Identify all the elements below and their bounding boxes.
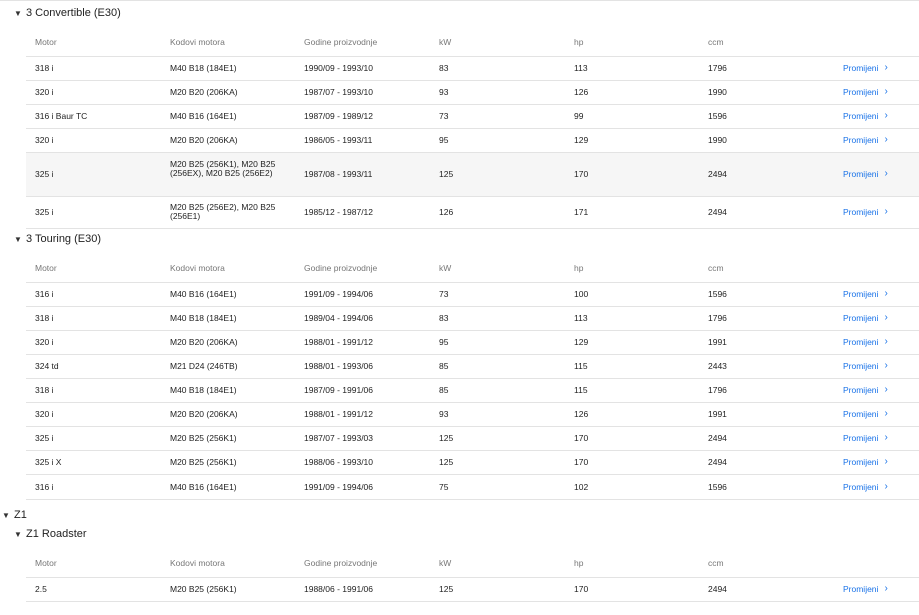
cell-hp: 115 (574, 361, 588, 371)
cell-hp: 126 (574, 87, 589, 97)
table-row[interactable] (26, 197, 919, 229)
group-title: 3 Convertible (E30) (26, 7, 121, 19)
cell-ccm: 2494 (708, 584, 727, 594)
promijeni-link[interactable] (843, 136, 919, 145)
cell-hp: 129 (574, 135, 589, 145)
cell-motor: 316 i (35, 482, 54, 492)
group-header-z1[interactable] (2, 509, 27, 521)
cell-motor: 320 i (35, 409, 54, 419)
promijeni-link[interactable] (843, 362, 919, 371)
chevron-right-icon: › (884, 62, 888, 73)
column-header-motor: Motor (35, 37, 57, 47)
cell-motor: 320 i (35, 135, 54, 145)
cell-motor: 316 i (35, 289, 54, 299)
cell-ccm: 1991 (708, 337, 727, 347)
cell-godine: 1988/06 - 1991/06 (304, 584, 374, 594)
cell-hp: 170 (574, 169, 589, 179)
cell-godine: 1987/09 - 1991/06 (304, 385, 374, 395)
cell-ccm: 2494 (708, 207, 727, 217)
cell-godine: 1987/08 - 1993/11 (304, 169, 373, 179)
cell-motor: 325 i (35, 207, 54, 217)
cell-kodovi: M20 B20 (206KA) (170, 337, 238, 347)
cell-godine: 1987/09 - 1989/12 (304, 111, 374, 121)
group-header-convertible[interactable] (14, 7, 121, 19)
cell-ccm: 2494 (708, 169, 727, 179)
promijeni-link[interactable] (843, 338, 919, 347)
cell-kodovi: M20 B20 (206KA) (170, 409, 238, 419)
cell-motor: 318 i (35, 385, 54, 395)
table-row[interactable] (26, 81, 919, 105)
table-row[interactable] (26, 475, 919, 500)
cell-motor: 320 i (35, 87, 54, 97)
chevron-right-icon: › (884, 336, 888, 347)
table-row[interactable] (26, 331, 919, 355)
cell-kodovi: M40 B16 (164E1) (170, 482, 237, 492)
cell-godine: 1989/04 - 1994/06 (304, 313, 374, 323)
cell-godine: 1987/07 - 1993/10 (304, 87, 374, 97)
caret-down-icon[interactable]: ▼ (14, 529, 22, 539)
cell-motor: 325 i X (35, 457, 62, 467)
column-header-kw: kW (439, 263, 452, 273)
column-header-hp: hp (574, 263, 584, 273)
promijeni-link[interactable] (843, 314, 919, 323)
cell-godine: 1988/01 - 1993/06 (304, 361, 374, 371)
column-header-ccm: ccm (708, 37, 724, 47)
cell-kw: 93 (439, 87, 449, 97)
column-header-motor: Motor (35, 263, 57, 273)
cell-kw: 125 (439, 584, 454, 594)
cell-hp: 126 (574, 409, 589, 419)
cell-kodovi: M40 B16 (164E1) (170, 111, 237, 121)
cell-kodovi: M20 B25 (256K1) (170, 457, 237, 467)
cell-kw: 95 (439, 135, 449, 145)
table-header-row (26, 31, 919, 57)
chevron-right-icon: › (884, 134, 888, 145)
table-row[interactable] (26, 57, 919, 81)
cell-hp: 113 (574, 63, 588, 73)
cell-godine: 1991/09 - 1994/06 (304, 482, 374, 492)
cell-kodovi: M20 B25 (256K1) (170, 584, 237, 594)
promijeni-link[interactable] (843, 170, 919, 179)
cell-kodovi: M40 B18 (184E1) (170, 385, 237, 395)
cell-godine: 1988/01 - 1991/12 (304, 337, 374, 347)
promijeni-label: Promijeni (843, 111, 879, 121)
cell-godine: 1990/09 - 1993/10 (304, 63, 374, 73)
column-header-motor: Motor (35, 558, 57, 568)
table-row[interactable] (26, 403, 919, 427)
cell-godine: 1991/09 - 1994/06 (304, 289, 374, 299)
cell-kw: 126 (439, 207, 454, 217)
table-row[interactable] (26, 427, 919, 451)
cell-hp: 129 (574, 337, 589, 347)
cell-kw: 73 (439, 111, 449, 121)
table-row[interactable] (26, 283, 919, 307)
top-divider (0, 0, 919, 1)
cell-kodovi: M20 B25 (256K1) (170, 433, 237, 443)
cell-motor: 2.5 (35, 584, 47, 594)
group-title: Z1 (14, 509, 27, 521)
promijeni-label: Promijeni (843, 433, 879, 443)
cell-kw: 83 (439, 63, 449, 73)
table-header-row (26, 257, 919, 283)
group-header-touring[interactable] (14, 233, 101, 245)
cell-godine: 1988/01 - 1991/12 (304, 409, 374, 419)
column-header-kw: kW (439, 558, 452, 568)
cell-motor: 324 td (35, 361, 59, 371)
cell-ccm: 1796 (708, 385, 727, 395)
cell-kodovi: M20 B20 (206KA) (170, 135, 238, 145)
chevron-right-icon: › (884, 206, 888, 217)
cell-ccm: 1596 (708, 482, 727, 492)
group-title: 3 Touring (E30) (26, 233, 102, 245)
chevron-right-icon: › (884, 110, 888, 121)
cell-motor: 318 i (35, 313, 54, 323)
cell-kw: 125 (439, 457, 454, 467)
cell-kw: 95 (439, 337, 449, 347)
cell-kodovi: M20 B20 (206KA) (170, 87, 238, 97)
cell-ccm: 1991 (708, 409, 727, 419)
cell-motor: 316 i Baur TC (35, 111, 88, 121)
cell-ccm: 1596 (708, 111, 727, 121)
promijeni-link[interactable] (843, 585, 919, 594)
promijeni-label: Promijeni (843, 482, 879, 492)
promijeni-label: Promijeni (843, 207, 879, 217)
cell-ccm: 2494 (708, 433, 727, 443)
cell-motor: 325 i (35, 433, 54, 443)
table-row[interactable] (26, 307, 919, 331)
promijeni-link[interactable] (843, 290, 919, 299)
column-header-kodovi: Kodovi motora (170, 263, 225, 273)
chevron-right-icon: › (884, 456, 888, 467)
cell-kw: 85 (439, 361, 449, 371)
cell-ccm: 1596 (708, 289, 727, 299)
cell-hp: 170 (574, 457, 589, 467)
cell-godine: 1985/12 - 1987/12 (304, 207, 374, 217)
cell-kw: 73 (439, 289, 449, 299)
cell-ccm: 1796 (708, 63, 727, 73)
cell-ccm: 1796 (708, 313, 727, 323)
promijeni-label: Promijeni (843, 361, 879, 371)
chevron-right-icon: › (884, 583, 888, 594)
cell-hp: 170 (574, 584, 589, 594)
promijeni-link[interactable] (843, 434, 919, 443)
cell-kodovi: M40 B18 (184E1) (170, 63, 237, 73)
table-row[interactable] (26, 379, 919, 403)
cell-hp: 102 (574, 482, 589, 492)
chevron-right-icon: › (884, 432, 888, 443)
table-row[interactable] (26, 129, 919, 153)
column-header-godine: Godine proizvodnje (304, 37, 378, 47)
caret-down-icon[interactable]: ▼ (14, 234, 22, 244)
cell-ccm: 2443 (708, 361, 727, 371)
promijeni-link[interactable] (843, 386, 919, 395)
promijeni-label: Promijeni (843, 63, 879, 73)
cell-motor: 325 i (35, 169, 54, 179)
column-header-godine: Godine proizvodnje (304, 558, 378, 568)
column-header-hp: hp (574, 558, 584, 568)
cell-hp: 113 (574, 313, 588, 323)
promijeni-label: Promijeni (843, 169, 879, 179)
promijeni-label: Promijeni (843, 409, 879, 419)
cell-hp: 99 (574, 111, 584, 121)
promijeni-label: Promijeni (843, 584, 879, 594)
cell-kodovi: M20 B25 (256K1), M20 B25 (256EX), M20 B25 (256E2) (170, 159, 276, 178)
cell-kw: 83 (439, 313, 449, 323)
cell-ccm: 2494 (708, 457, 727, 467)
promijeni-link[interactable] (843, 208, 919, 217)
cell-kodovi: M40 B18 (184E1) (170, 313, 237, 323)
column-header-kw: kW (439, 37, 452, 47)
caret-down-icon[interactable]: ▼ (2, 510, 10, 520)
cell-kw: 93 (439, 409, 449, 419)
cell-kw: 85 (439, 385, 449, 395)
promijeni-link[interactable] (843, 112, 919, 121)
cell-hp: 170 (574, 433, 589, 443)
chevron-right-icon: › (884, 86, 888, 97)
cell-motor: 320 i (35, 337, 54, 347)
cell-kodovi: M20 B25 (256E2), M20 B25 (256E1) (170, 202, 276, 221)
cell-ccm: 1990 (708, 87, 727, 97)
promijeni-label: Promijeni (843, 87, 879, 97)
table-row[interactable] (26, 578, 919, 602)
promijeni-link[interactable] (843, 483, 919, 492)
promijeni-link[interactable] (843, 458, 919, 467)
promijeni-link[interactable] (843, 88, 919, 97)
chevron-right-icon: › (884, 312, 888, 323)
column-header-hp: hp (574, 37, 584, 47)
chevron-right-icon: › (884, 288, 888, 299)
cell-motor: 318 i (35, 63, 54, 73)
cell-kodovi: M40 B16 (164E1) (170, 289, 237, 299)
table-row[interactable] (26, 105, 919, 129)
promijeni-link[interactable] (843, 64, 919, 73)
promijeni-label: Promijeni (843, 337, 879, 347)
group-title: Z1 Roadster (26, 528, 87, 540)
column-header-ccm: ccm (708, 263, 724, 273)
cell-godine: 1988/06 - 1993/10 (304, 457, 374, 467)
column-header-godine: Godine proizvodnje (304, 263, 378, 273)
promijeni-label: Promijeni (843, 135, 879, 145)
cell-kw: 125 (439, 169, 454, 179)
promijeni-label: Promijeni (843, 289, 879, 299)
chevron-right-icon: › (884, 408, 888, 419)
table-row[interactable] (26, 153, 919, 197)
promijeni-link[interactable] (843, 410, 919, 419)
cell-kw: 75 (439, 482, 449, 492)
cell-kw: 125 (439, 433, 454, 443)
cell-godine: 1986/05 - 1993/11 (304, 135, 373, 145)
promijeni-label: Promijeni (843, 457, 879, 467)
cell-kodovi: M21 D24 (246TB) (170, 361, 238, 371)
chevron-right-icon: › (884, 168, 888, 179)
chevron-right-icon: › (884, 360, 888, 371)
group-header-z1-roadster[interactable] (14, 528, 87, 540)
table-header-row (26, 552, 919, 578)
column-header-ccm: ccm (708, 558, 724, 568)
column-header-kodovi: Kodovi motora (170, 37, 225, 47)
column-header-kodovi: Kodovi motora (170, 558, 225, 568)
chevron-right-icon: › (884, 481, 888, 492)
table-row[interactable] (26, 451, 919, 475)
promijeni-label: Promijeni (843, 313, 879, 323)
cell-ccm: 1990 (708, 135, 727, 145)
table-row[interactable] (26, 355, 919, 379)
caret-down-icon[interactable]: ▼ (14, 8, 22, 18)
cell-hp: 115 (574, 385, 588, 395)
chevron-right-icon: › (884, 384, 888, 395)
cell-hp: 171 (574, 207, 589, 217)
cell-hp: 100 (574, 289, 589, 299)
promijeni-label: Promijeni (843, 385, 879, 395)
cell-godine: 1987/07 - 1993/03 (304, 433, 374, 443)
